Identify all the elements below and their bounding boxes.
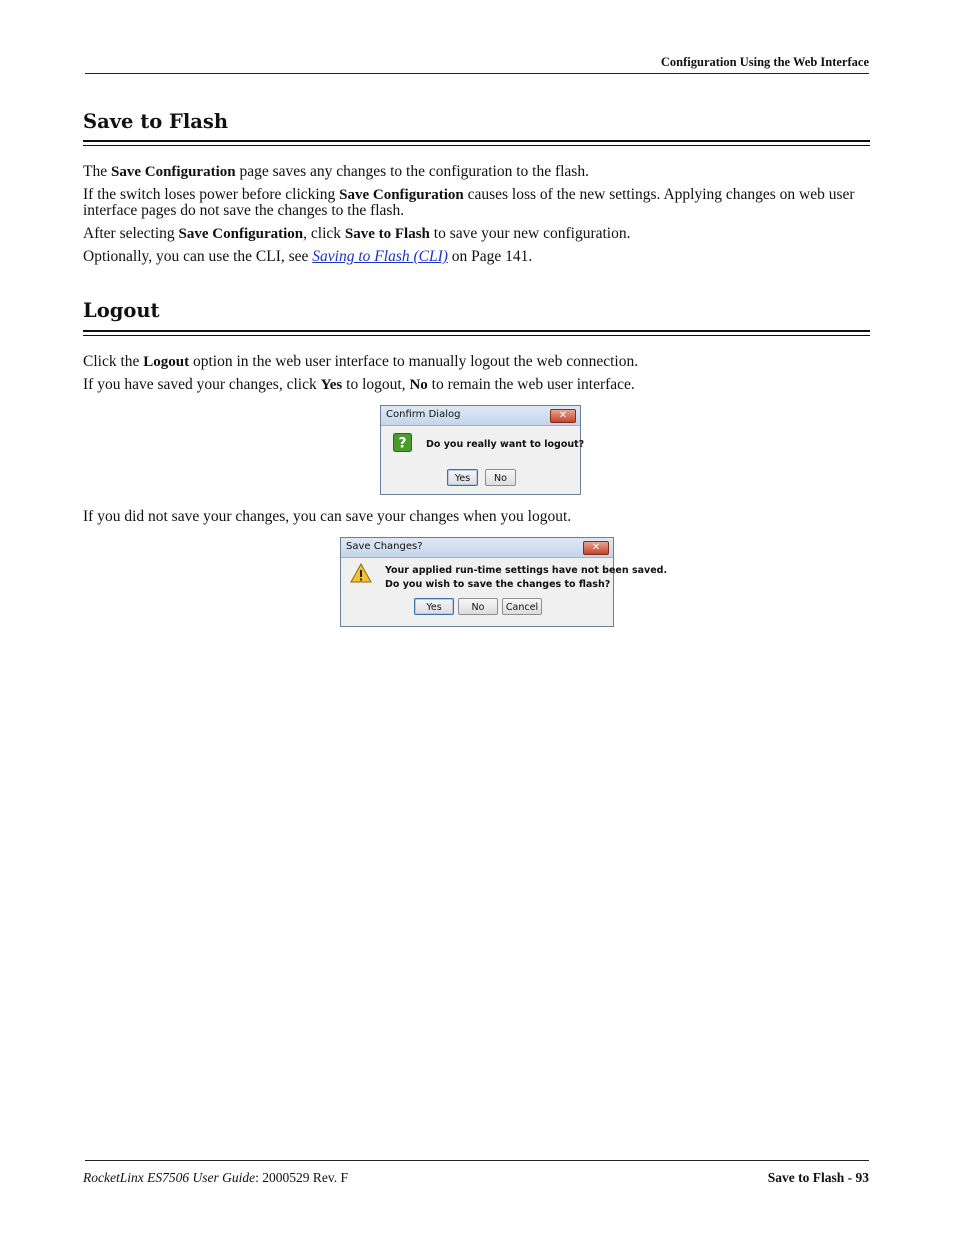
save-changes-dialog-screenshot	[340, 537, 668, 627]
header-rule	[85, 73, 869, 74]
dialog-title-bar	[381, 406, 580, 426]
text: on Page 141.	[447, 248, 533, 265]
text: to remain the web user interface.	[427, 376, 635, 393]
text: Optionally, you can use the CLI, see	[83, 248, 313, 265]
paragraph	[83, 226, 873, 242]
text: After selecting	[83, 225, 179, 242]
section-rule	[83, 140, 870, 146]
paragraph	[83, 377, 873, 393]
dialog-message-line2: Do you wish to save the changes to flash?	[385, 579, 611, 590]
bold-term: Logout	[143, 354, 190, 370]
dialog-body	[342, 558, 668, 625]
close-icon[interactable]: ✕	[550, 409, 576, 423]
svg-text:?: ?	[398, 435, 407, 452]
running-header: Configuration Using the Web Interface	[660, 55, 869, 69]
bold-term: Yes	[320, 377, 343, 393]
text: to logout,	[342, 376, 410, 393]
bold-term: Save Configuration	[110, 164, 236, 180]
footer-rule	[85, 1160, 869, 1161]
text: to save your new configuration.	[429, 225, 631, 242]
dialog-title-bar	[341, 538, 613, 558]
footer-doc-info	[83, 1170, 348, 1186]
cancel-button[interactable]: Cancel	[502, 598, 542, 615]
bold-term: No	[409, 377, 428, 393]
text: The	[83, 163, 111, 180]
text: If the switch loses power before clicking	[83, 186, 340, 203]
bold-term: Save Configuration	[178, 226, 304, 242]
paragraph	[83, 249, 873, 265]
close-icon[interactable]: ✕	[583, 541, 609, 555]
bold-term: Save to Flash	[344, 226, 430, 242]
dialog-title: Confirm Dialog	[386, 409, 461, 420]
text: If you have saved your changes, click	[83, 376, 321, 393]
paragraph: If you did not save your changes, you can save your changes when you logout.	[83, 508, 572, 525]
no-button[interactable]: No	[485, 469, 516, 486]
section-title-save-to-flash: Save to Flash	[83, 110, 229, 133]
dialog-message-line1: Your applied run-time settings have not been saved.	[385, 565, 668, 576]
text: page saves any changes to the configuration to the flash.	[235, 163, 589, 180]
bold-term: Save Configuration	[339, 187, 464, 203]
footer-page-number: Save to Flash - 93	[767, 1170, 869, 1185]
text: option in the web user interface to manually logout the web connection.	[189, 353, 639, 370]
text: causes loss of the new settings. Applying changes on web user interface pages do not save the changes to the flash.	[83, 186, 855, 219]
section-title-logout: Logout	[83, 299, 160, 322]
paragraph	[83, 164, 873, 180]
yes-button[interactable]: Yes	[414, 598, 454, 615]
warning-icon	[350, 563, 372, 583]
cli-reference-link[interactable]: Saving to Flash (CLI)	[312, 248, 448, 265]
section-rule	[83, 330, 870, 336]
dialog-message: Do you really want to logout?	[426, 439, 585, 450]
paragraph	[83, 354, 873, 370]
dialog-body	[382, 426, 585, 493]
product-name: RocketLinx ES7506 User Guide	[83, 1170, 256, 1185]
no-button[interactable]: No	[458, 598, 498, 615]
dialog-title: Save Changes?	[346, 541, 423, 552]
document-number: : 2000529 Rev. F	[255, 1170, 348, 1185]
paragraph	[83, 187, 873, 219]
text: Click the	[83, 353, 144, 370]
question-icon	[393, 433, 412, 452]
confirm-dialog-screenshot	[380, 405, 585, 495]
yes-button[interactable]: Yes	[447, 469, 478, 486]
text: , click	[303, 225, 345, 242]
